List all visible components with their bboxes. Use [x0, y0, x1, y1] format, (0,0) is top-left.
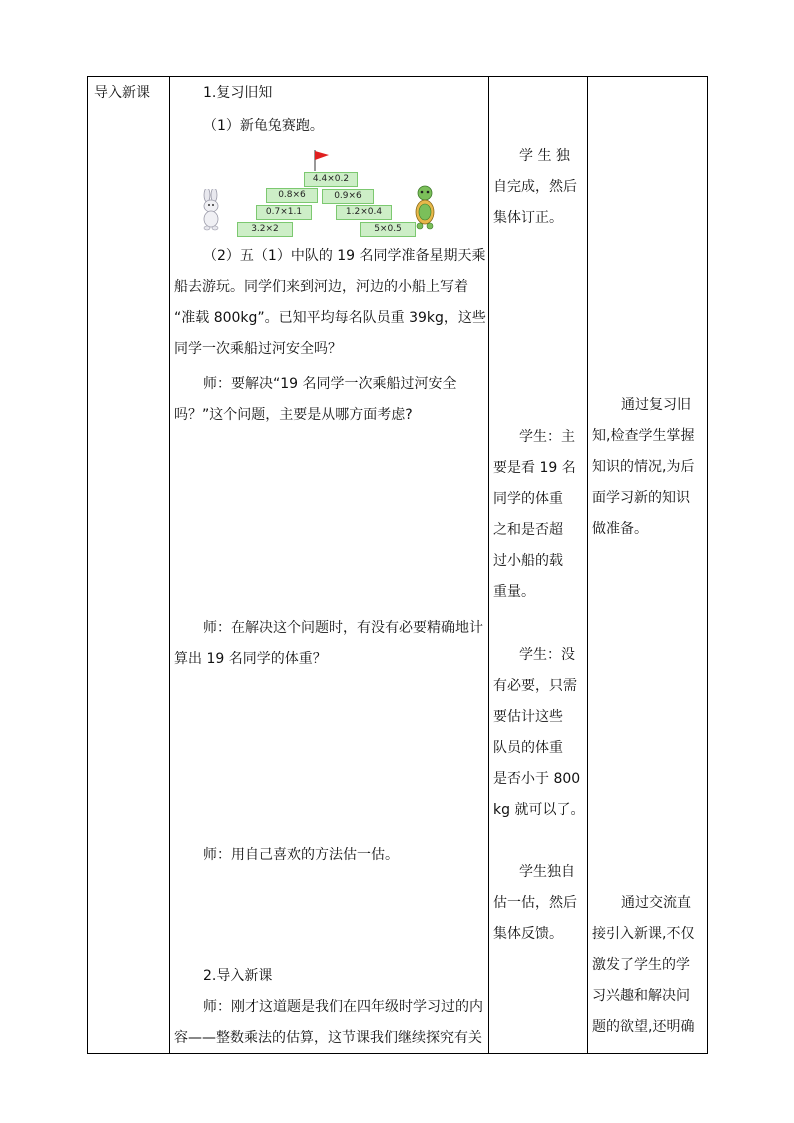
review-heading: 1.复习旧知: [203, 85, 273, 101]
student-activity-line: 学生：没: [519, 647, 575, 663]
intro-heading: 2.导入新课: [203, 968, 273, 984]
student-activity-line: 学生独自: [519, 864, 575, 880]
pyramid-brick: 3.2×2: [237, 222, 293, 237]
teacher-question: 算出 19 名同学的体重？: [174, 651, 327, 667]
student-activity-line: 要估计这些: [493, 709, 563, 725]
teacher-question: 吗？”这个问题，主要是从哪方面考虑?: [174, 407, 413, 423]
rabbit-icon: [198, 189, 224, 231]
student-activity-line: kg 就可以了。: [493, 802, 585, 818]
intro-line: 师：刚才这道题是我们在四年级时学习过的内: [203, 999, 483, 1015]
race-title: （1）新龟兔赛跑。: [203, 118, 324, 134]
teacher-question: 师：用自己喜欢的方法估一估。: [203, 847, 399, 863]
design-intent-line: 接引入新课,不仅: [592, 926, 695, 942]
student-activity-line: 学生：主: [519, 429, 575, 445]
design-intent-line: 习兴趣和解决问: [592, 988, 690, 1004]
student-activity-line: 有必要，只需: [493, 678, 577, 694]
section-label: 导入新课: [94, 85, 150, 101]
student-activity-line: 集体反馈。: [493, 926, 563, 942]
student-activity-line: 学 生 独: [519, 148, 570, 164]
student-activity-line: 要是看 19 名: [493, 460, 576, 476]
student-activity-line: 同学的体重: [493, 491, 563, 507]
design-intent-line: 面学习新的知识: [592, 490, 690, 506]
problem-line: 同学一次乘船过河安全吗？: [174, 341, 342, 357]
pyramid-brick: 1.2×0.4: [336, 205, 392, 220]
student-activity-line: 自完成，然后: [493, 179, 577, 195]
design-intent-line: 题的欲望,还明确: [592, 1019, 695, 1035]
problem-line: （2）五（1）中队的 19 名同学准备星期天乘: [203, 248, 486, 264]
design-intent-column: [588, 77, 707, 1053]
design-intent-line: 通过复习旧: [621, 397, 691, 413]
student-activity-line: 过小船的载: [493, 553, 563, 569]
problem-line: 船去游玩。同学们来到河边，河边的小船上写着: [174, 279, 468, 295]
student-activity-line: 之和是否超: [493, 522, 563, 538]
pyramid-brick: 4.4×0.2: [304, 172, 358, 187]
student-activity-column: [489, 77, 587, 1053]
teacher-question: 师：要解决“19 名同学一次乘船过河安全: [203, 376, 457, 392]
pyramid-brick: 0.8×6: [266, 188, 318, 203]
student-activity-line: 估一估，然后: [493, 895, 577, 911]
teacher-question: 师：在解决这个问题时，有没有必要精确地计: [203, 620, 483, 636]
student-activity-line: 集体订正。: [493, 210, 563, 226]
teaching-process-column: [170, 77, 488, 1053]
design-intent-line: 知,检查学生掌握: [592, 428, 695, 444]
intro-line: 容——整数乘法的估算，这节课我们继续探究有关: [174, 1030, 482, 1046]
lesson-table: [87, 76, 708, 1054]
problem-line: “准载 800kg”。已知平均每名队员重 39kg，这些: [174, 310, 486, 326]
design-intent-line: 通过交流直: [621, 895, 691, 911]
student-activity-line: 队员的体重: [493, 740, 563, 756]
flag-icon: [312, 149, 332, 171]
pyramid-brick: 0.9×6: [322, 189, 374, 204]
student-activity-line: 是否小于 800: [493, 771, 581, 787]
design-intent-line: 知识的情况,为后: [592, 459, 695, 475]
race-pyramid-figure: [198, 145, 438, 237]
pyramid-brick: 5×0.5: [360, 222, 416, 237]
pyramid-brick: 0.7×1.1: [256, 205, 312, 220]
student-activity-line: 重量。: [493, 584, 535, 600]
design-intent-line: 做准备。: [592, 521, 648, 537]
design-intent-line: 激发了学生的学: [592, 957, 690, 973]
